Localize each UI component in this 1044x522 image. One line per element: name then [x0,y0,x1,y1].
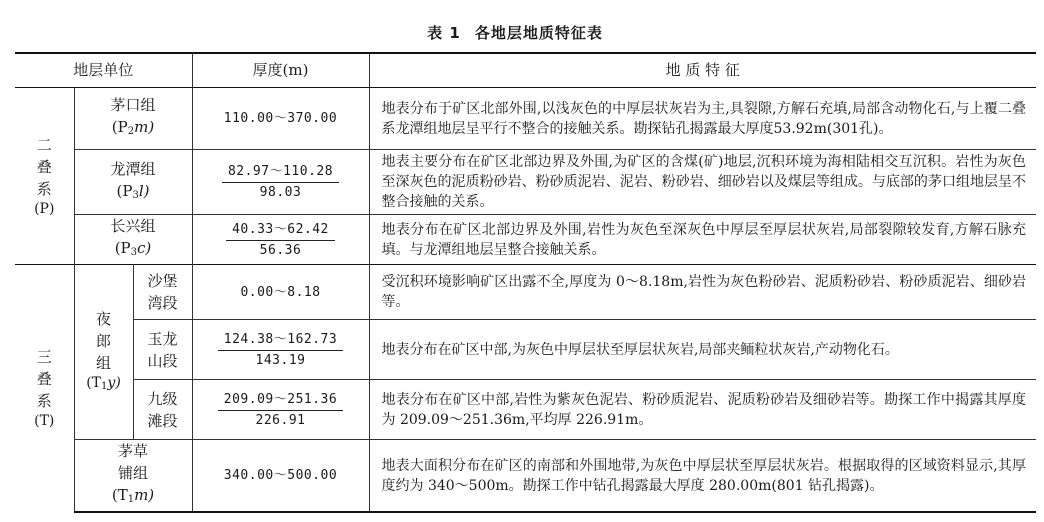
table-row [15,150,1036,215]
system-char: 二 [36,135,52,154]
formation-char: 郎 [95,332,111,350]
table-row [15,88,1036,150]
member-name: 玉龙 山段 [133,320,192,380]
strata-table [15,52,1036,513]
formation-code: $(P_3l)$ [116,181,150,201]
table-caption [0,22,1044,43]
table-row [15,380,1036,440]
feature-cell: 地表分布在矿区中部,为灰色中厚层状至厚层状灰岩,局部夹鲕粒状灰岩,产动物化石。 [369,320,1036,380]
thickness-range: 0.00～8.18 [240,284,321,300]
thickness-cell [192,215,369,265]
system-char: 系 [36,392,52,410]
thickness-cell [192,265,369,320]
formation-name [74,88,192,150]
system-permian [15,88,74,265]
formation-name [74,215,192,265]
system-code: (T) [34,413,55,429]
table-row [15,265,1036,320]
member-name: 沙堡 湾段 [133,265,192,320]
feature-cell: 受沉积环境影响矿区出露不全,厚度为 0～8.18m,岩性为灰色粉砂岩、泥质粉砂岩、粉砂质泥岩、细砂岩等。 [369,265,1036,320]
header-thickness: 厚度(m) [192,53,369,88]
thickness-average: 226.91 [255,412,306,428]
feature-cell: 地表主要分布在矿区北部边界及外围,为矿区的含煤(矿)地层,沉积环境为海相陆相交互沉积。岩性为灰色至深灰色的泥质粉砂岩、粉砂质泥岩、泥岩、粉砂岩、细砂岩以及煤层等组成。与底部的茅口组地层呈不整合接触的关系。 [369,150,1036,215]
thickness-average: 56.36 [259,242,302,258]
thickness-average: 143.19 [255,352,306,368]
formation-code: $(T_1m)$ [111,486,155,505]
thickness-cell [192,380,369,440]
thickness-range: 124.38～162.73 [218,330,343,351]
thickness-range: 40.33～62.42 [226,220,335,241]
formation-code: $(T_1y)$ [86,375,121,392]
member-name: 九级 滩段 [133,380,192,440]
table-row [15,440,1036,513]
formation-code: $(P_3c)$ [114,239,152,258]
feature-cell: 地表大面积分布在矿区的南部和外围地带,为灰色中厚层状至厚层状灰岩。根据取得的区域资料显示,其厚度约为 340～500m。勘探工作中钻孔揭露最大厚度 280.00m(801 钻孔揭露)。 [369,440,1036,513]
thickness-range: 340.00～500.00 [223,468,338,483]
thickness-cell [192,440,369,513]
formation-label: 长兴组 [110,217,156,235]
system-char: 叠 [36,157,52,176]
system-char: 叠 [36,370,52,388]
system-code: (P) [34,200,55,217]
formation-label: 龙潭组 [110,159,156,178]
system-char: 三 [36,348,52,366]
formation-name [74,150,192,215]
thickness-average: 98.03 [259,185,302,200]
formation-name: 茅草 铺组 $(T_1m)$ [74,440,192,513]
system-triassic [15,265,74,513]
thickness-range: 82.97～110.28 [222,162,339,183]
formation-label: 茅口组 [110,96,156,114]
formation-char: 组 [95,354,111,372]
thickness-range: 209.09～251.36 [218,390,343,411]
feature-cell: 地表分布在矿区中部,岩性为紫灰色泥岩、粉砂质泥岩、泥质粉砂岩及细砂岩等。勘探工作中揭露其厚度为 209.09～251.36m,平均厚 226.91m。 [369,380,1036,440]
formation-code: $(P_2m)$ [111,118,155,137]
thickness-cell [192,150,369,215]
table-title: 各地层地质特征表 [474,24,603,42]
table-row [15,215,1036,265]
header-feature: 地 质 特 征 [369,53,1036,88]
feature-cell: 地表分布于矿区北部外围,以浅灰色的中厚层状灰岩为主,具裂隙,方解石充填,局部含动物化石,与上覆二叠系龙潭组地层呈平行不整合的接触关系。勘探钻孔揭露最大厚度53.92m(301孔)。 [369,88,1036,150]
header-unit: 地层单位 [15,53,192,88]
formation-yelang [74,265,133,440]
formation-char: 夜 [95,310,111,328]
table-row [15,320,1036,380]
system-char: 系 [36,179,52,198]
feature-cell: 地表分布在矿区北部边界及外围,岩性为灰色至深灰色中厚层至厚层状灰岩,局部裂隙较发育,方解石脉充填。与龙潭组地层呈整合接触关系。 [369,215,1036,265]
thickness-cell [192,88,369,150]
thickness-cell [192,320,369,380]
header-row [15,53,1036,88]
thickness-range: 110.00～370.00 [223,111,338,126]
table-number: 表 1 [427,24,461,42]
